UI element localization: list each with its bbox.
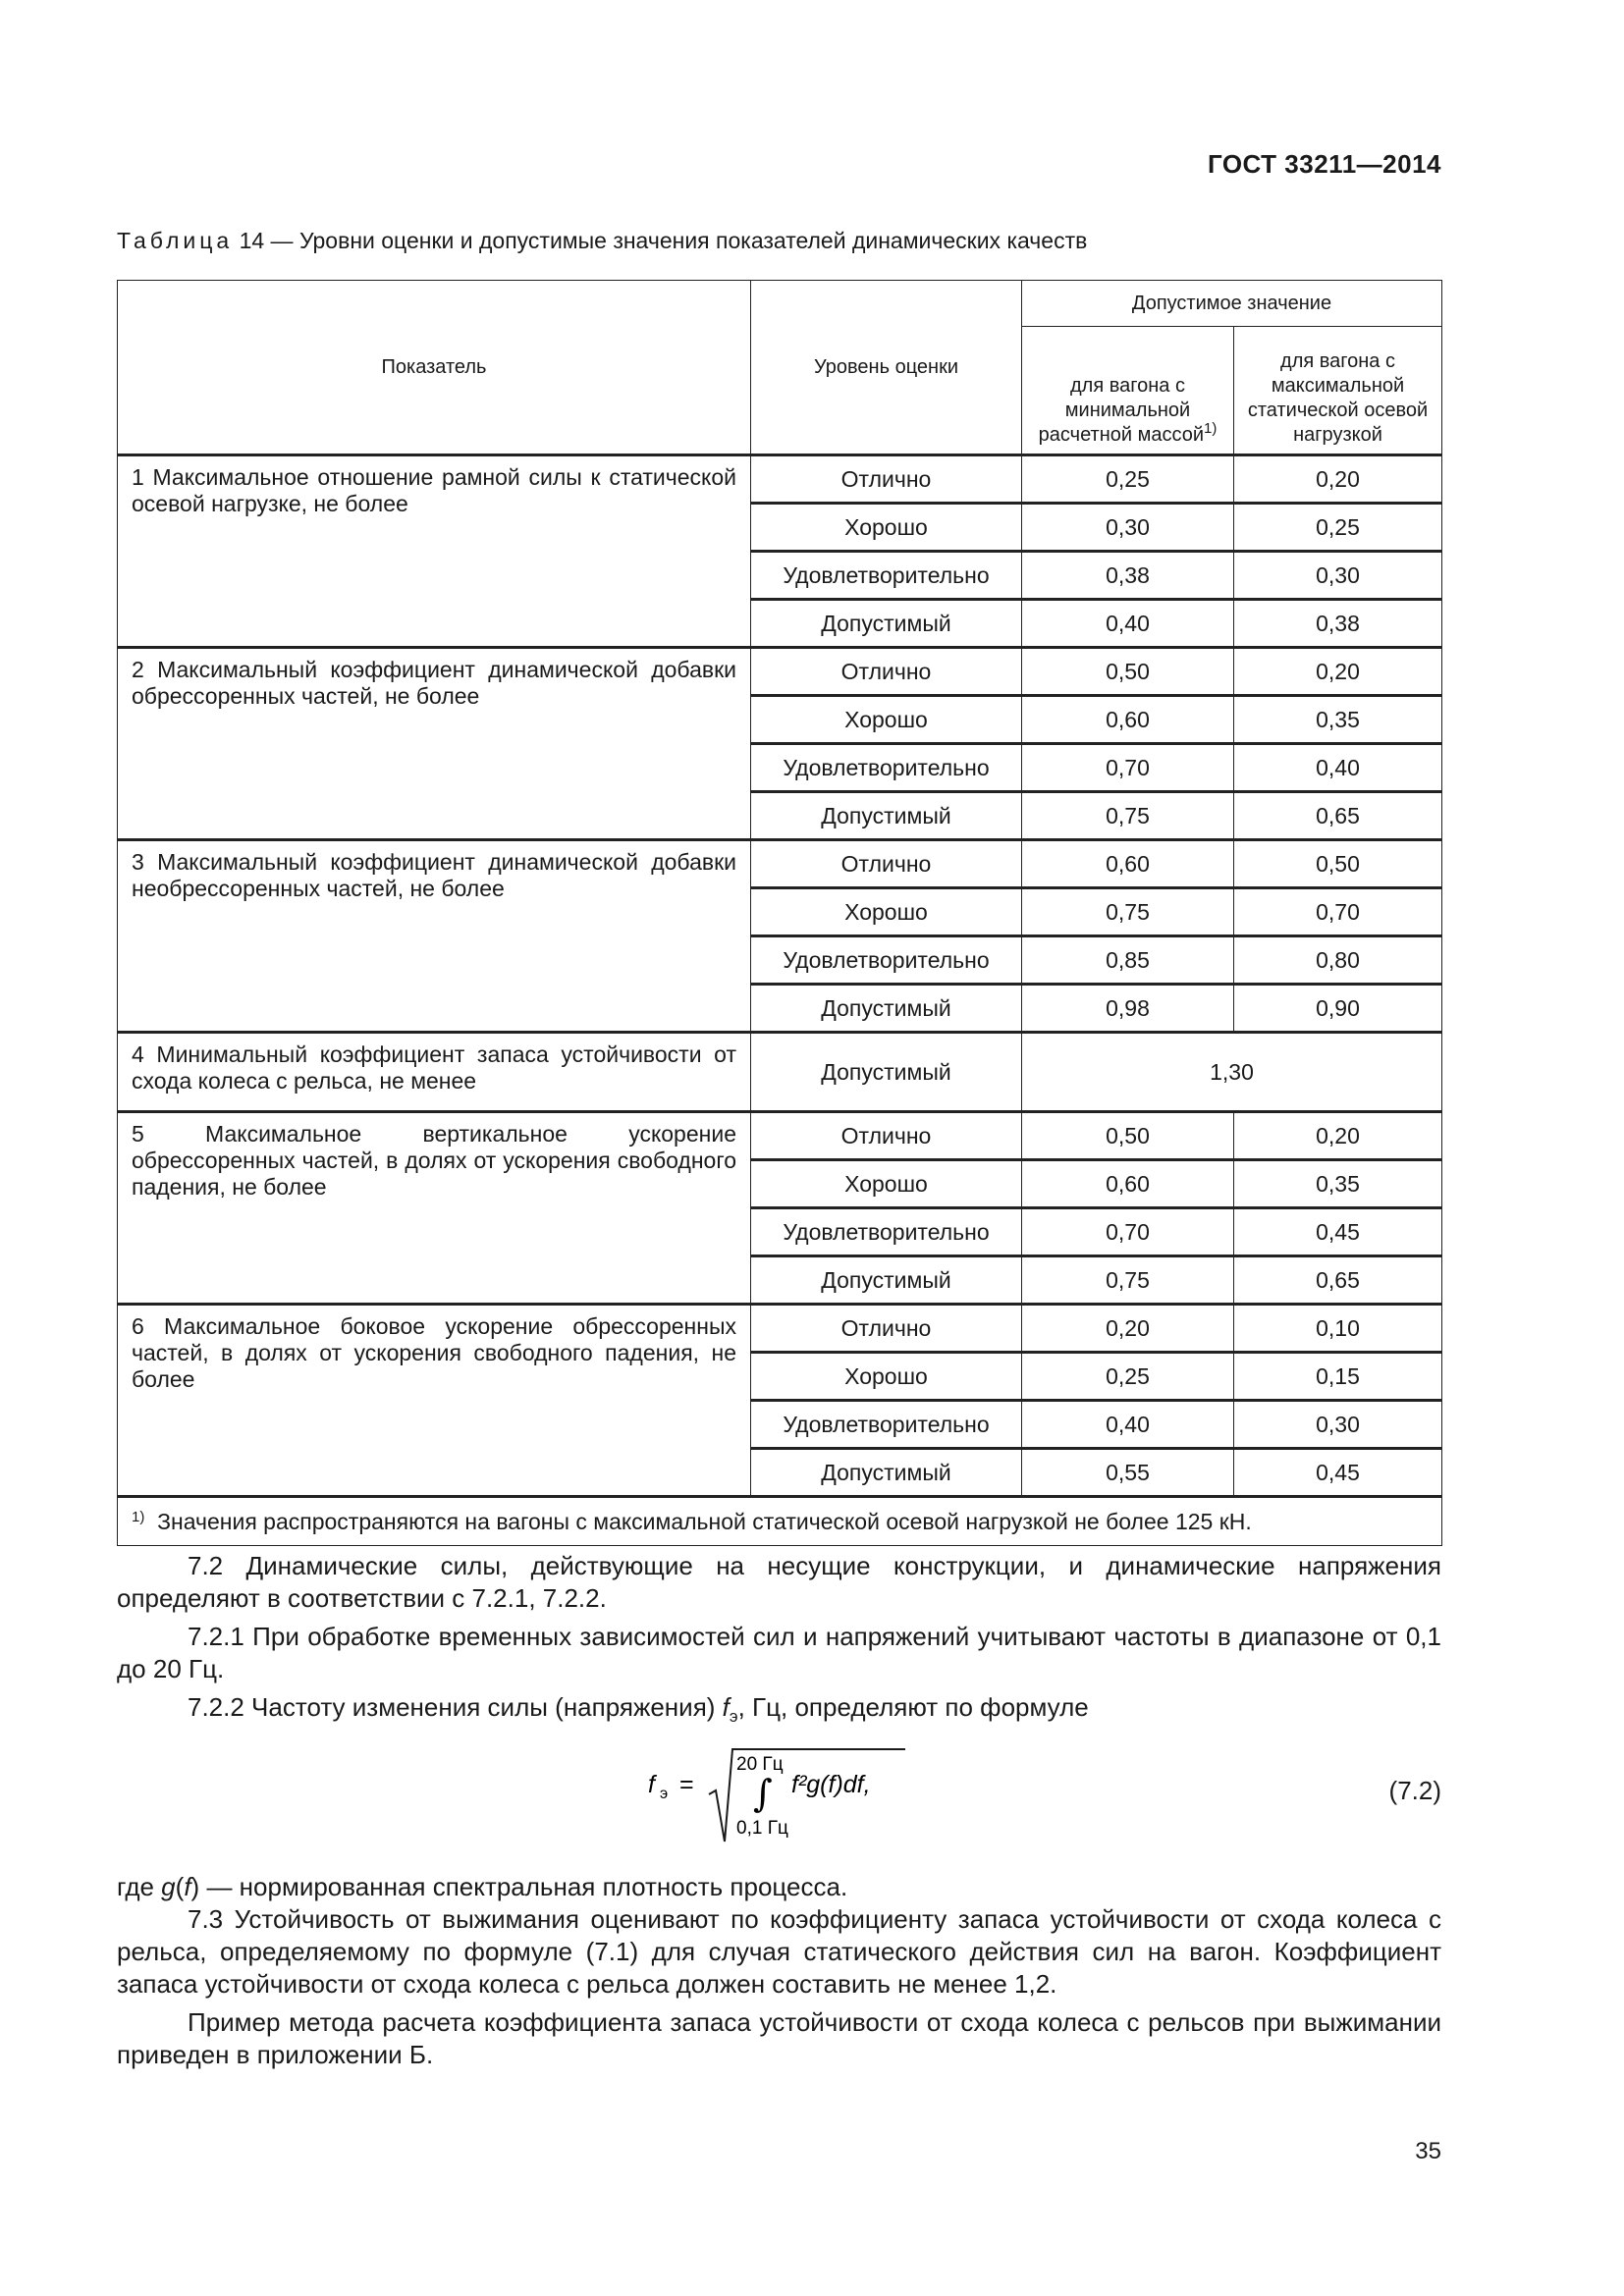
min-mass-value-cell: 0,75 (1022, 888, 1234, 936)
max-load-value-cell: 0,10 (1234, 1305, 1442, 1353)
max-load-value-cell: 0,90 (1234, 985, 1442, 1033)
level-cell: Удовлетворительно (751, 744, 1022, 792)
paragraph-7-2-2 (117, 1691, 1441, 1733)
page-number: 35 (1415, 2138, 1441, 2164)
min-mass-value-cell: 0,50 (1022, 648, 1234, 696)
max-load-value-cell: 0,20 (1234, 1112, 1442, 1160)
level-cell: Удовлетворительно (751, 936, 1022, 985)
document-code: ГОСТ 33211—2014 (1207, 149, 1441, 179)
where-g-symbol: g (161, 1872, 176, 1901)
integral-sign: ∫ (753, 1772, 773, 1815)
table-caption (117, 228, 1087, 254)
min-mass-value-cell: 0,60 (1022, 696, 1234, 744)
min-mass-value-cell: 0,75 (1022, 792, 1234, 840)
dynamic-quality-table (117, 280, 1442, 1546)
formula-7-2 (628, 1735, 962, 1853)
min-mass-value-cell: 0,70 (1022, 744, 1234, 792)
min-mass-value-cell: 0,30 (1022, 504, 1234, 552)
formula-equals: = (679, 1771, 694, 1798)
level-cell: Удовлетворительно (751, 1208, 1022, 1256)
max-load-value-cell: 0,65 (1234, 792, 1442, 840)
paragraph-7-2-2-start: 7.2.2 Частоту изменения силы (напряжения) (188, 1692, 723, 1722)
where-start: где (117, 1872, 162, 1901)
min-mass-value-cell: 0,75 (1022, 1256, 1234, 1305)
table-row (118, 648, 1442, 696)
min-mass-value-cell: 0,60 (1022, 1160, 1234, 1208)
indicator-cell: 4 Минимальный коэффициент запаса устойчивости от схода колеса с рельса, не менее (118, 1033, 751, 1112)
max-load-value-cell: 0,50 (1234, 840, 1442, 888)
integrand: f²g(f)df, (791, 1771, 871, 1798)
level-cell: Хорошо (751, 696, 1022, 744)
table-row (118, 1112, 1442, 1160)
table-row (118, 455, 1442, 504)
table-row (118, 1305, 1442, 1353)
min-mass-value-cell: 0,55 (1022, 1449, 1234, 1497)
min-mass-value-cell: 0,60 (1022, 840, 1234, 888)
merged-value-cell: 1,30 (1022, 1033, 1442, 1112)
table-row (118, 840, 1442, 888)
integral-lower-limit: 0,1 Гц (736, 1818, 788, 1839)
table-caption-text: 14 — Уровни оценки и допустимые значения показателей динамических качеств (233, 228, 1088, 253)
integral-upper-limit: 20 Гц (736, 1754, 784, 1775)
max-load-value-cell: 0,20 (1234, 455, 1442, 504)
level-cell: Допустимый (751, 792, 1022, 840)
max-load-value-cell: 0,35 (1234, 1160, 1442, 1208)
level-cell: Отлично (751, 840, 1022, 888)
footnote-text: Значения распространяются на вагоны с максимальной статической осевой нагрузкой не более 125 кН. (157, 1508, 1252, 1534)
formula-lhs-subscript: э (660, 1786, 669, 1802)
level-cell: Хорошо (751, 1353, 1022, 1401)
level-cell: Хорошо (751, 504, 1022, 552)
min-mass-value-cell: 0,40 (1022, 600, 1234, 648)
where-end: — нормированная спектральная плотность процесса. (199, 1872, 848, 1901)
level-cell: Отлично (751, 1305, 1022, 1353)
min-mass-value-cell: 0,25 (1022, 1353, 1234, 1401)
paragraph-7-3: 7.3 Устойчивость от выжимания оценивают по коэффициенту запаса устойчивости от схода колеса с рельса, определяемому по формуле (7.1) для случая статического действия сил на вагон. Коэффициент запаса устойчивости от схода колеса с рельса должен составить не менее 1,2. (117, 1904, 1441, 1999)
max-load-value-cell: 0,30 (1234, 1401, 1442, 1449)
min-mass-value-cell: 0,50 (1022, 1112, 1234, 1160)
level-cell: Отлично (751, 648, 1022, 696)
max-load-value-cell: 0,80 (1234, 936, 1442, 985)
table-row (118, 1033, 1442, 1112)
table-caption-word: Таблица (117, 228, 234, 253)
footnote-mark: 1) (132, 1508, 145, 1525)
max-load-value-cell: 0,65 (1234, 1256, 1442, 1305)
header-indicator: Показатель (118, 281, 751, 455)
level-cell: Допустимый (751, 1033, 1022, 1112)
level-cell: Отлично (751, 455, 1022, 504)
min-mass-value-cell: 0,85 (1022, 936, 1234, 985)
max-load-value-cell: 0,25 (1234, 504, 1442, 552)
level-cell: Удовлетворительно (751, 552, 1022, 600)
max-load-value-cell: 0,35 (1234, 696, 1442, 744)
frequency-symbol: f (722, 1692, 730, 1722)
level-cell: Допустимый (751, 600, 1022, 648)
min-mass-value-cell: 0,98 (1022, 985, 1234, 1033)
max-load-value-cell: 0,30 (1234, 552, 1442, 600)
indicator-cell: 2 Максимальный коэффициент динамической добавки обрессоренных частей, не более (118, 648, 751, 840)
header-min-mass-footnote: 1) (1204, 420, 1218, 437)
max-load-value-cell: 0,40 (1234, 744, 1442, 792)
indicator-cell: 6 Максимальное боковое ускорение обрессоренных частей, в долях от ускорения свободного падения, не более (118, 1305, 751, 1497)
header-min-mass-text: для вагона с минимальной расчетной массой (1038, 375, 1204, 446)
max-load-value-cell: 0,38 (1234, 600, 1442, 648)
max-load-value-cell: 0,20 (1234, 648, 1442, 696)
min-mass-value-cell: 0,70 (1022, 1208, 1234, 1256)
formula-svg (628, 1735, 962, 1853)
indicator-cell: 5 Максимальное вертикальное ускорение обрессоренных частей, в долях от ускорения свободного падения, не более (118, 1112, 751, 1305)
table-footnote (118, 1497, 1442, 1546)
paragraph-7-2-1: 7.2.1 При обработке временных зависимостей сил и напряжений учитывают частоты в диапазоне от 0,1 до 20 Гц. (117, 1622, 1441, 1683)
level-cell: Отлично (751, 1112, 1022, 1160)
max-load-value-cell: 0,45 (1234, 1208, 1442, 1256)
paragraph-7-2-2-end: , Гц, определяют по формуле (737, 1692, 1089, 1722)
indicator-cell: 1 Максимальное отношение рамной силы к статической осевой нагрузке, не более (118, 455, 751, 648)
level-cell: Допустимый (751, 1256, 1022, 1305)
frequency-subscript: э (729, 1707, 738, 1727)
min-mass-value-cell: 0,25 (1022, 455, 1234, 504)
header-min-mass (1022, 327, 1234, 455)
level-cell: Хорошо (751, 1160, 1022, 1208)
formula-lhs: f (648, 1771, 655, 1798)
max-load-value-cell: 0,15 (1234, 1353, 1442, 1401)
min-mass-value-cell: 0,40 (1022, 1401, 1234, 1449)
equation-number: (7.2) (1388, 1776, 1441, 1805)
level-cell: Хорошо (751, 888, 1022, 936)
min-mass-value-cell: 0,38 (1022, 552, 1234, 600)
where-f-symbol: f (184, 1872, 191, 1901)
level-cell: Удовлетворительно (751, 1401, 1022, 1449)
max-load-value-cell: 0,45 (1234, 1449, 1442, 1497)
header-allowed-value: Допустимое значение (1022, 281, 1442, 327)
header-level: Уровень оценки (751, 281, 1022, 455)
paragraph-where: где g(f) — нормированная спектральная плотность процесса. (117, 1872, 848, 1901)
level-cell: Допустимый (751, 985, 1022, 1033)
level-cell: Допустимый (751, 1449, 1022, 1497)
paragraph-example: Пример метода расчета коэффициента запаса устойчивости от схода колеса с рельсов при выжимании приведен в приложении Б. (117, 2007, 1441, 2069)
indicator-cell: 3 Максимальный коэффициент динамической добавки необрессоренных частей, не более (118, 840, 751, 1033)
min-mass-value-cell: 0,20 (1022, 1305, 1234, 1353)
header-max-load: для вагона с максимальной статической осевой нагрузкой (1234, 327, 1442, 455)
max-load-value-cell: 0,70 (1234, 888, 1442, 936)
paragraph-7-2: 7.2 Динамические силы, действующие на несущие конструкции, и динамические напряжения определяют в соответствии с 7.2.1, 7.2.2. (117, 1551, 1441, 1613)
